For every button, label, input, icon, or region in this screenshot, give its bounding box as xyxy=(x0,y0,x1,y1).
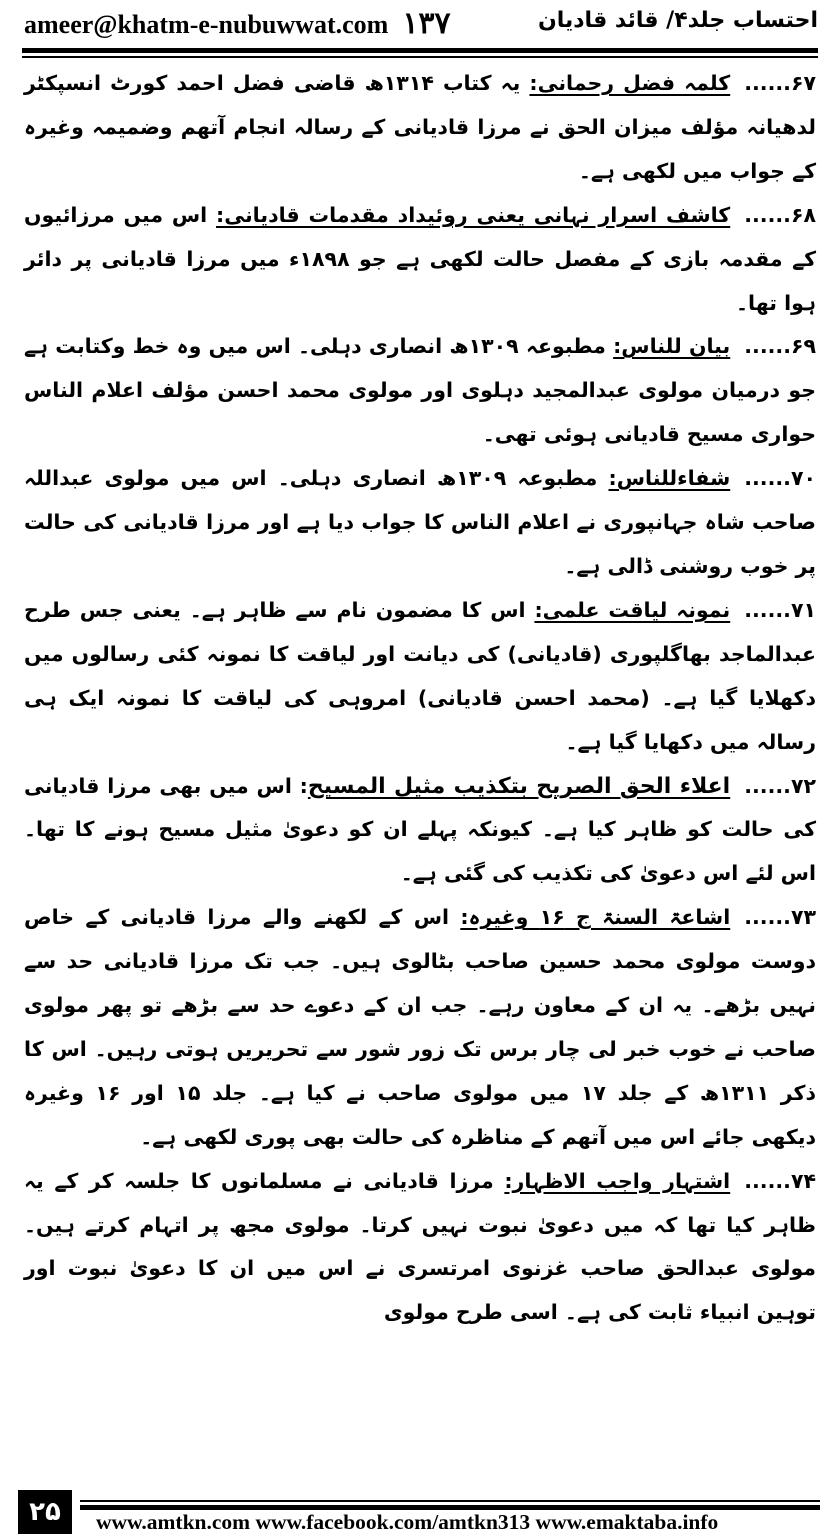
entry-title: اشتہار واجب الاظہار: xyxy=(504,1168,731,1193)
header-rule-thick xyxy=(22,48,818,53)
entry-title: نمونہ لیاقت علمی: xyxy=(534,597,731,622)
entry-title: شفاءللناس: xyxy=(608,466,731,491)
entry-number: ۷۴...... xyxy=(744,1168,816,1193)
entry-3 xyxy=(24,325,816,457)
entry-number: ۶۷...... xyxy=(744,71,816,95)
entry-title: اعلاء الحق الصریح بتکذیب مثیل المسیح xyxy=(307,773,731,799)
entry-5 xyxy=(24,589,816,765)
entry-text: یہ کتاب ۱۳۱۴ھ قاضی فضل احمد کورٹ انسپکٹر لدھیانہ مؤلف میزان الحق نے مرزا قادیانی کے رسالہ انجام آتھم وضمیمہ وغیرہ کے جواب میں لکھی ہے۔ xyxy=(24,71,816,183)
entry-6 xyxy=(24,765,816,897)
entry-title: اشاعۃ السنۃ ج ۱۶ وغیرہ: xyxy=(460,905,731,930)
footer-rule-thin xyxy=(80,1500,820,1502)
entry-text: مطبوعہ ۱۳۰۹ھ انصاری دہلی۔ اس میں وہ خط وکتابت ہے جو درمیان مولوی عبدالمجید دہلوی اور مولوی محمد احسن مؤلف اعلام الناس حواری مسیح قادیانی ہوئی تھی۔ xyxy=(24,334,816,447)
entry-text: مرزا قادیانی نے مسلمانوں کا جلسہ کر کے یہ ظاہر کیا تھا کہ میں دعویٰ نبوت نہیں کرتا۔ مولوی مجھ پر اتہام کرتے ہیں۔ مولوی عبدالحق صاحب غزنوی امرتسری نے اس میں ان کا دعویٰ نبوت اور توہین انبیاء ثابت کی ہے۔ اسی طرح مولوی xyxy=(24,1168,816,1325)
entry-8 xyxy=(24,1160,816,1336)
footer-urls: www.amtkn.com www.facebook.com/amtkn313 www.emaktaba.info xyxy=(96,1510,719,1534)
entry-number: ۷۳...... xyxy=(744,905,816,930)
entry-text: اس میں مرزائیوں کے مقدمہ بازی کے مفصل حالت لکھی ہے جو ۱۸۹۸ء میں مرزا قادیانی پر دائر ہوا تھا۔ xyxy=(24,202,817,315)
page-footer xyxy=(0,1488,840,1540)
page-content xyxy=(24,62,816,1335)
entry-number: ۷۰...... xyxy=(744,466,816,491)
entry-title: کاشف اسرار نہانی یعنی روئیداد مقدمات قادیانی: xyxy=(216,202,731,227)
header-email: ameer@khatm-e-nubuwwat.com xyxy=(24,10,389,39)
entry-number: ۶۸...... xyxy=(744,202,816,227)
entry-7 xyxy=(24,896,816,1159)
book-title: احتساب جلد۴/ قائد قادیان xyxy=(537,8,818,33)
entry-4 xyxy=(24,457,816,589)
entry-text: : اس میں بھی مرزا قادیانی کی حالت کو ظاہر کیا ہے۔ کیونکہ پہلے ان کو دعویٰ مثیل مسیح ہونے کا تھا۔ اس لئے اس دعویٰ کی تکذیب کی گئی ہے۔ xyxy=(24,773,816,886)
entry-1 xyxy=(24,62,816,194)
entry-text: اس کے لکھنے والے مرزا قادیانی کے خاص دوست مولوی محمد حسین صاحب بٹالوی ہیں۔ جب تک مرزا قادیانی حد سے نہیں بڑھے۔ یہ ان کے معاون رہے۔ جب ان کے دعوے حد سے بڑھے تو پھر مولوی صاحب نے خوب خبر لی چار برس تک زور شور سے تحریریں ہوتی رہیں۔ اس کا ذکر ۱۳۱۱ھ کے جلد ۱۷ میں مولوی صاحب نے کیا ہے۔ جلد ۱۵ اور ۱۶ وغیرہ دیکھی جائے اس میں آتھم کے مناظرہ کی حالت بھی پوری لکھی ہے۔ xyxy=(24,905,816,1149)
entry-title: کلمہ فضل رحمانی: xyxy=(529,71,731,95)
page-header xyxy=(0,0,840,50)
header-email-and-page xyxy=(24,6,451,41)
entry-number: ۷۱...... xyxy=(744,597,816,622)
entry-text: مطبوعہ ۱۳۰۹ھ انصاری دہلی۔ اس میں مولوی عبداللہ صاحب شاہ جہانپوری نے اعلام الناس کا جواب دیا ہے اور مرزا قادیانی کی حالت پر خوب روشنی ڈالی ہے۔ xyxy=(24,466,816,578)
header-rule-thin xyxy=(22,56,818,58)
footer-page-box: ۲۵ xyxy=(18,1490,72,1534)
entry-title: بیان للناس: xyxy=(613,334,731,359)
entry-number: ۶۹...... xyxy=(744,334,817,359)
entry-text: اس کا مضمون نام سے ظاہر ہے۔ یعنی جس طرح عبدالماجد بھاگلپوری (قادیانی) کی دیانت اور لیاقت کا نمونہ کئی رسالوں میں دکھلایا گیا ہے۔ (محمد احسن قادیانی) امروہی کی لیاقت کا نمونہ ایک ہی رسالہ میں دکھایا گیا ہے۔ xyxy=(24,597,816,754)
entry-number: ۷۲...... xyxy=(744,773,816,798)
entry-2 xyxy=(24,194,816,326)
page-number: ۱۳۷ xyxy=(402,7,451,40)
